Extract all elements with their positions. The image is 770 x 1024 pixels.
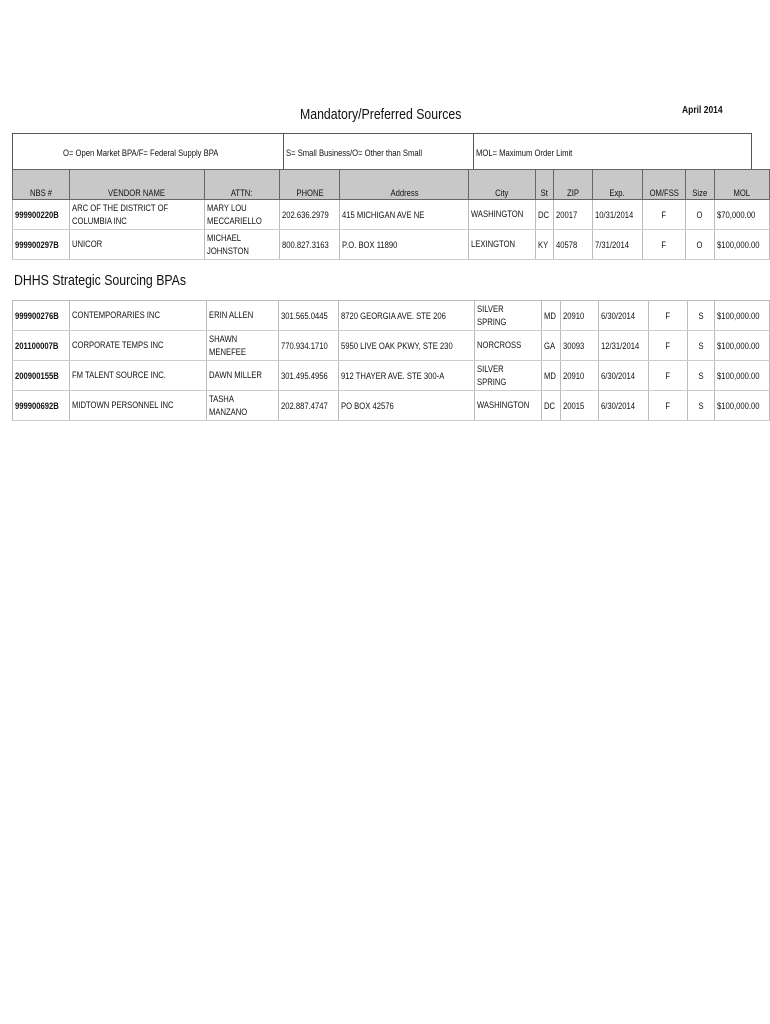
header-omfss: OM/FSS xyxy=(642,170,685,200)
header-attn: ATTN: xyxy=(204,170,279,200)
cell-vendor: UNICOR xyxy=(69,230,204,260)
cell-exp: 10/31/2014 xyxy=(592,200,642,230)
cell-omfss: F xyxy=(642,200,685,230)
report-date: April 2014 xyxy=(682,105,723,116)
mandatory-sources-table xyxy=(12,169,770,260)
cell-state: DC xyxy=(536,200,554,230)
cell-attn: MARY LOU MECCARIELLO xyxy=(204,200,279,230)
cell-size: O xyxy=(685,230,714,260)
cell-mol: $100,000.00 xyxy=(714,230,769,260)
cell-mol: $100,000.00 xyxy=(714,331,769,361)
cell-vendor: ARC OF THE DISTRICT OF COLUMBIA INC xyxy=(69,200,204,230)
cell-address: P.O. BOX 11890 xyxy=(340,230,469,260)
cell-size: S xyxy=(687,301,714,331)
legend-open-market: O= Open Market BPA/F= Federal Supply BPA xyxy=(63,148,219,158)
cell-vendor: FM TALENT SOURCE INC. xyxy=(69,361,206,391)
cell-attn: ERIN ALLEN xyxy=(206,301,278,331)
cell-size: O xyxy=(685,200,714,230)
cell-address: 8720 GEORGIA AVE. STE 206 xyxy=(338,301,474,331)
cell-phone: 800.827.3163 xyxy=(280,230,340,260)
cell-address: 912 THAYER AVE. STE 300-A xyxy=(338,361,474,391)
cell-mol: $100,000.00 xyxy=(714,301,769,331)
legend-mol: MOL= Maximum Order Limit xyxy=(476,148,573,158)
cell-mol: $100,000.00 xyxy=(714,391,769,421)
cell-city: WASHINGTON xyxy=(469,200,536,230)
legend-small-business: S= Small Business/O= Other than Small xyxy=(286,148,423,158)
cell-attn: TASHA MANZANO xyxy=(206,391,278,421)
cell-nbs: 201100007B xyxy=(13,331,70,361)
cell-zip: 40578 xyxy=(554,230,593,260)
header-nbs: NBS # xyxy=(13,170,70,200)
header-size: Size xyxy=(685,170,714,200)
header-city: City xyxy=(469,170,536,200)
cell-vendor: CORPORATE TEMPS INC xyxy=(69,331,206,361)
cell-exp: 6/30/2014 xyxy=(599,301,649,331)
cell-phone: 301.495.4956 xyxy=(278,361,338,391)
cell-zip: 20017 xyxy=(554,200,593,230)
cell-address: 5950 LIVE OAK PKWY, STE 230 xyxy=(338,331,474,361)
cell-zip: 20015 xyxy=(560,391,598,421)
cell-size: S xyxy=(687,331,714,361)
table-row xyxy=(13,301,770,331)
cell-address: 415 MICHIGAN AVE NE xyxy=(340,200,469,230)
legend-bar xyxy=(12,133,752,170)
cell-zip: 20910 xyxy=(560,361,598,391)
cell-nbs: 200900155B xyxy=(13,361,70,391)
header-mol: MOL xyxy=(714,170,769,200)
cell-omfss: F xyxy=(649,391,688,421)
cell-omfss: F xyxy=(649,331,688,361)
cell-phone: 202.636.2979 xyxy=(280,200,340,230)
cell-phone: 202.887.4747 xyxy=(278,391,338,421)
cell-state: DC xyxy=(541,391,560,421)
table-row xyxy=(13,331,770,361)
cell-phone: 770.934.1710 xyxy=(278,331,338,361)
cell-city: SILVER SPRING xyxy=(475,361,542,391)
cell-zip: 20910 xyxy=(560,301,598,331)
cell-omfss: F xyxy=(642,230,685,260)
table-row xyxy=(13,200,770,230)
strategic-sourcing-table xyxy=(12,300,770,421)
cell-attn: DAWN MILLER xyxy=(206,361,278,391)
cell-city: LEXINGTON xyxy=(469,230,536,260)
cell-exp: 7/31/2014 xyxy=(592,230,642,260)
cell-exp: 12/31/2014 xyxy=(599,331,649,361)
cell-nbs: 999900692B xyxy=(13,391,70,421)
cell-city: NORCROSS xyxy=(475,331,542,361)
cell-mol: $70,000.00 xyxy=(714,200,769,230)
cell-city: SILVER SPRING xyxy=(475,301,542,331)
cell-city: WASHINGTON xyxy=(475,391,542,421)
cell-nbs: 999900220B xyxy=(13,200,70,230)
header-state: St xyxy=(536,170,554,200)
cell-exp: 6/30/2014 xyxy=(599,361,649,391)
cell-size: S xyxy=(687,391,714,421)
cell-exp: 6/30/2014 xyxy=(599,391,649,421)
cell-zip: 30093 xyxy=(560,331,598,361)
cell-vendor: CONTEMPORARIES INC xyxy=(69,301,206,331)
cell-vendor: MIDTOWN PERSONNEL INC xyxy=(69,391,206,421)
table-header-row xyxy=(13,170,770,200)
header-phone: PHONE xyxy=(280,170,340,200)
table-row xyxy=(13,361,770,391)
cell-attn: MICHAEL JOHNSTON xyxy=(204,230,279,260)
cell-mol: $100,000.00 xyxy=(714,361,769,391)
cell-nbs: 999900276B xyxy=(13,301,70,331)
cell-omfss: F xyxy=(649,361,688,391)
cell-address: PO BOX 42576 xyxy=(338,391,474,421)
table-row xyxy=(13,230,770,260)
cell-state: MD xyxy=(541,301,560,331)
table-row xyxy=(13,391,770,421)
header-zip: ZIP xyxy=(554,170,593,200)
cell-state: GA xyxy=(541,331,560,361)
cell-state: KY xyxy=(536,230,554,260)
header-address: Address xyxy=(340,170,469,200)
cell-omfss: F xyxy=(649,301,688,331)
cell-nbs: 999900297B xyxy=(13,230,70,260)
header-vendor: VENDOR NAME xyxy=(69,170,204,200)
page-title: Mandatory/Preferred Sources xyxy=(300,106,462,123)
cell-phone: 301.565.0445 xyxy=(278,301,338,331)
cell-attn: SHAWN MENEFEE xyxy=(206,331,278,361)
header-exp: Exp. xyxy=(592,170,642,200)
section-title: DHHS Strategic Sourcing BPAs xyxy=(14,272,187,289)
cell-size: S xyxy=(687,361,714,391)
cell-state: MD xyxy=(541,361,560,391)
